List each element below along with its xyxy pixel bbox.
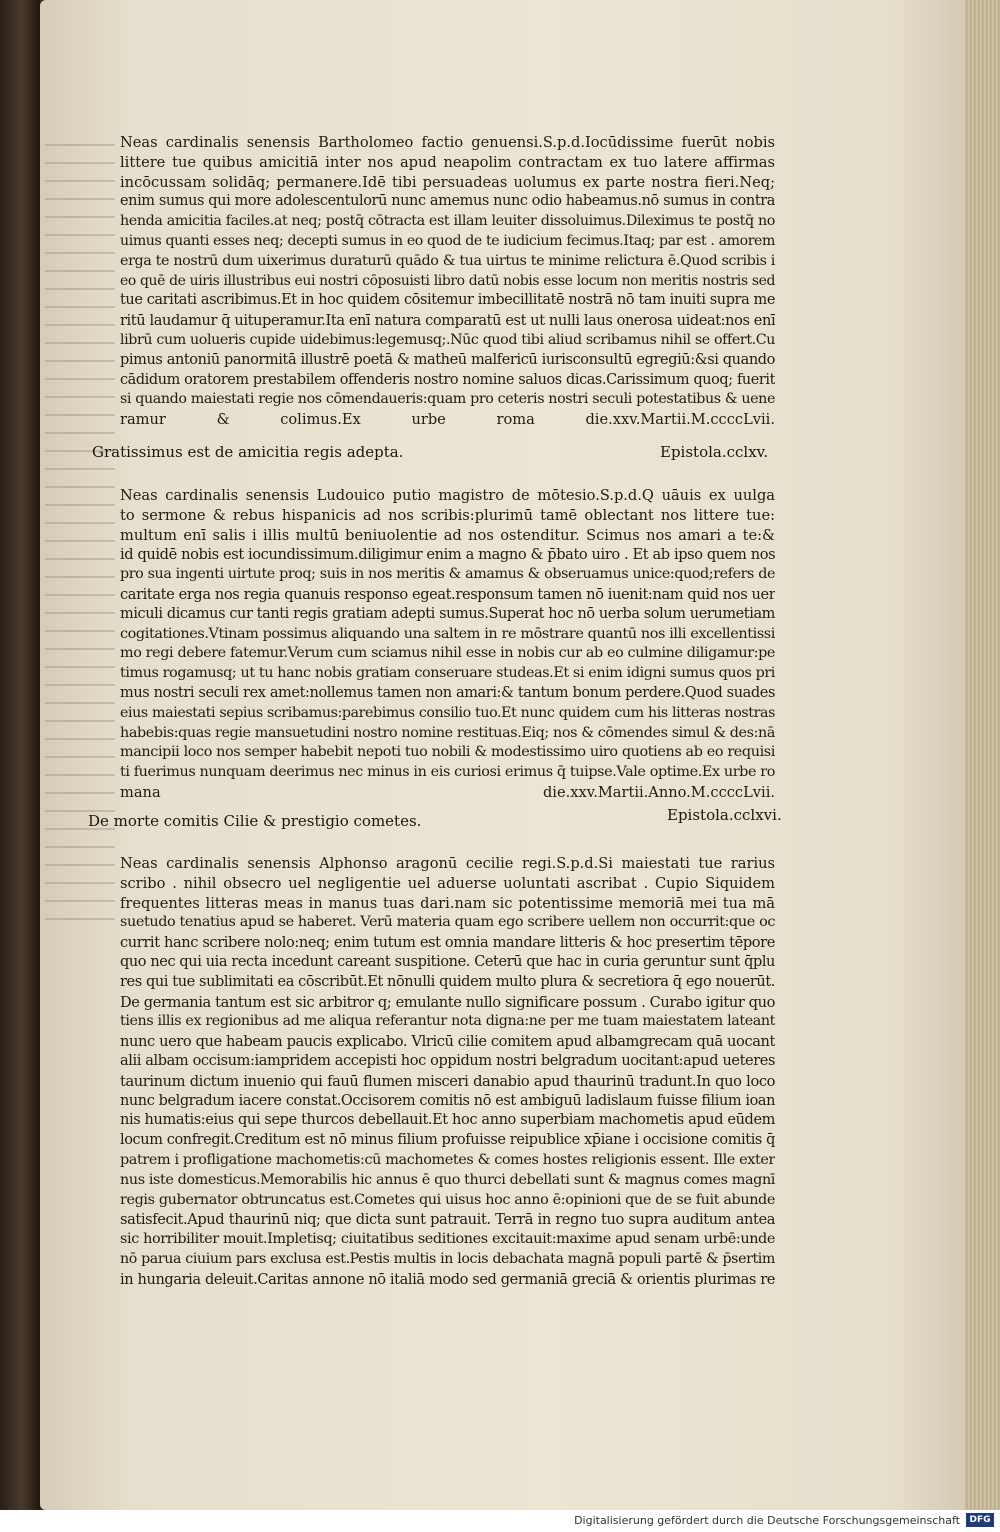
text-line: nunc uero que habeam paucis explicabo. Vlricū cilie comitem apud albamgrecam quā uocant [120, 1033, 775, 1051]
text-line: multum enī salis i illis multū beniuolentie ad nos ostenditur. Scimus nos amari a te:& [120, 526, 775, 544]
text-line: pro sua ingenti uirtute proq; suis in nos meritis & amamus & obseruamus unice:quod;refers de [120, 566, 775, 583]
text-line: mana die.xxv.Martii.Anno.M.ccccLvii. [120, 783, 775, 801]
letter-2-number: Epistola.cclxv. [660, 443, 769, 461]
text-line: caritate erga nos regia quanuis responso egeat.responsum tamen nō iuenit:nam quid nos uer [120, 585, 775, 603]
text-line: satisfecit.Apud thaurinū niq; que dicta sunt patrauit. Terrā in regno tuo supra auditum antea [120, 1211, 775, 1229]
text-line: cogitationes.Vtinam possimus aliquando una saltem in re mōstrare quantū nos illi excellentissi [120, 625, 775, 642]
text-line: eius maiestati sepius scribamus:parebimus consilio tuo.Et nunc quidem cum his litteras nostras [120, 704, 775, 721]
text-line: nis humatis:eius qui sepe thurcos debellauit.Et hoc anno superbiam machometis apud eūdem [120, 1112, 775, 1129]
text-line: henda amicitia faciles.at neq; postq̄ cōtracta est illam leuiter dissoluimus.Dileximus te postq̄ no [120, 213, 775, 230]
text-line: to sermone & rebus hispanicis ad nos scribis:plurimū tamē oblectant nos littere tue: [120, 506, 775, 524]
text-line: pimus antoniū panormitā illustrē poetā & matheū malfericū iurisconsultū egregiū:&si quando [120, 351, 775, 368]
text-line: si quando maiestati regie nos cōmendaueris:quam pro ceteris nostri seculi potestatibus & uene [120, 391, 775, 408]
text-line: ti fuerimus nunquam deerimus nec minus in eis curiosi erimus q̄ tuipse.Vale optime.Ex urbe ro [120, 764, 775, 781]
text-line: patrem i profligatione machometis:cū machometes & comes hostes religionis essent. Ille exter [120, 1151, 775, 1168]
text-line: sic horribiliter mouit.Impletisq; ciuitatibus seditiones excitauit:maxime apud senam urbē:unde [120, 1231, 775, 1248]
text-line: mancipii loco nos semper habebit nepoti tuo nobili & modestissimo uiro quotiens ab eo requisi [120, 744, 775, 761]
page-stack-edge [965, 0, 1000, 1510]
text-line: mus nostri seculi rex amet:nollemus tamen non amari:& tantum bonum perdere.Quod suades [120, 684, 775, 701]
text-line: alii albam occisum:iampridem accepisti hoc oppidum nostri belgradum uocitant:apud ueteres [120, 1052, 775, 1069]
adjacent-book-edge [0, 0, 40, 1510]
letter-2-body [120, 486, 775, 803]
text-line: regis gubernator obtruncatus est.Cometes qui uisus hoc anno ē:opinioni que de se fuit abunde [120, 1191, 775, 1208]
text-line: enim sumus qui more adolescentulorū nunc amemus nunc odio habeamus.nō sumus in contra [120, 193, 775, 210]
footer-bar [0, 1510, 1000, 1532]
text-line: incōcussam solidāq; permanere.Idē tibi persuadeas uolumus ex parte nostra fieri.Neq; [120, 173, 775, 191]
text-line: quo nec qui uia recta incedunt careant suspitione. Ceterū que hac in curia geruntur sunt q̄plu [120, 953, 775, 970]
text-line: in hungaria deleuit.Caritas annone nō italiā modo sed germaniā greciā & orientis plurimas re [120, 1270, 775, 1288]
letter-3-number: Epistola.cclxvi. [667, 806, 782, 824]
text-line: id quidē nobis est iocundissimum.diligimur enim a magno & p̄bato uiro . Et ab ipso quem nos [120, 546, 775, 564]
text-line: miculi dicamus cur tanti regis gratiam adepti sumus.Superat hoc nō uerba solum uerumetiam [120, 605, 775, 622]
text-line: scribo . nihil obsecro uel negligentie uel aduerse uoluntati ascribat . Cupio Siquidem [120, 874, 775, 892]
text-line: erga te nostrū dum uixerimus duraturū quādo & tua uirtus te minime relictura ē.Quod scribis i [120, 252, 775, 269]
text-line: Neas cardinalis senensis Alphonso aragonū cecilie regi.S.p.d.Si maiestati tue rarius [120, 855, 775, 872]
text-line: Neas cardinalis senensis Ludouico putio magistro de mōtesio.S.p.d.Q uāuis ex uulga [120, 487, 775, 504]
text-line: tue caritati ascribimus.Et in hoc quidem cōsitemur imbecillitatē nostrā nō tam inuiti supra me [120, 292, 775, 309]
text-line: cādidum oratorem prestabilem offenderis nostro nomine saluos dicas.Carissimum quoq; fuerit [120, 371, 775, 388]
text-line: timus rogamusq; ut tu hanc nobis gratiam conseruare studeas.Et si enim idigni sumus quos pri [120, 665, 775, 682]
text-line: habebis:quas regie mansuetudini nostro nomine restituas.Eiq; nos & cōmendes simul & des:nā [120, 724, 775, 741]
text-line: eo quē de uiris illustribus eui nostri cōposuisti libro datū nobis esse locum non meritis nostris sed [120, 272, 775, 289]
text-line: res qui tue sublimitati ea cōscribūt.Et nōnulli quidem multo plura & secretiora q̄ ego nouerūt. [120, 973, 775, 990]
text-line: ritū laudamur q̄ uituperamur.Ita enī natura comparatū est ut nulli laus onerosa uideat:nos enī [120, 312, 775, 330]
text-line: suetudo tenatius apud se haberet. Verū materia quam ego scribere uellem non occurrit:que oc [120, 914, 775, 931]
letter-1-body [120, 133, 775, 430]
letter-3-heading: De morte comitis Cilie & prestigio cometes. [88, 812, 422, 830]
text-line: currit hanc scribere nolo:neq; enim tutum est omnia mandare litteris & hoc presertim tēpore [120, 934, 775, 952]
text-line: De germania tantum est sic arbitror q; emulante nullo significare possum . Curabo igitur quo [120, 993, 775, 1011]
text-line: nunc belgradum iacere constat.Occisorem comitis nō est ambiguū ladislaum fuisse filium ioan [120, 1092, 775, 1109]
text-line: librū cum uolueris cupide uidebimus:legemusq;.Nūc quod tibi aliud scribamus nihil se offert.Cu [120, 331, 775, 348]
text-line: nus iste domesticus.Memorabilis hic annus ē quo thurci debellati sunt & magnus comes magnī [120, 1171, 775, 1188]
text-line: taurinum dictum inuenio qui fauū flumen misceri danabio apud thaurinū tradunt.In quo loco [120, 1072, 775, 1090]
text-line: ramur & colimus.Ex urbe roma die.xxv.Martii.M.ccccLvii. [120, 411, 775, 429]
funding-note: Digitalisierung gefördert durch die Deutsche Forschungsgemeinschaft [574, 1514, 960, 1527]
letter-3-body [120, 854, 775, 1290]
text-line: Neas cardinalis senensis Bartholomeo factio genuensi.S.p.d.Iocūdissime fuerūt nobis [120, 134, 775, 151]
text-line: littere tue quibus amicitiā inter nos apud neapolim contractam ex tuo latere affirmas [120, 153, 775, 171]
text-line: locum confregit.Creditum est nō minus filium profuisse reipublice xp̄iane i occisione comitis q̄ [120, 1132, 775, 1149]
text-line: uimus quanti esses neq; decepti sumus in eo quod de te iudicium fecimus.Itaq; par est . amorem [120, 232, 775, 249]
text-line: mo regi debere fatemur.Verum cum sciamus nihil esse in nobis cur ab eo culmine diligamur:pe [120, 645, 775, 662]
letter-2-heading: Gratissimus est de amicitia regis adepta. [92, 443, 404, 461]
show-through-text [45, 140, 115, 920]
dfg-logo: DFG [966, 1513, 994, 1527]
text-line: nō parua ciuium pars exclusa est.Pestis multis in locis debachata magnā populi partē & p̄sertim [120, 1250, 775, 1267]
text-line: tiens illis ex regionibus ad me aliqua referantur nota digna:ne per me tuam maiestatem lateant [120, 1013, 775, 1030]
text-line: frequentes litteras meas in manus tuas dari.nam sic potentissime memoriā mei tua mā [120, 894, 775, 912]
